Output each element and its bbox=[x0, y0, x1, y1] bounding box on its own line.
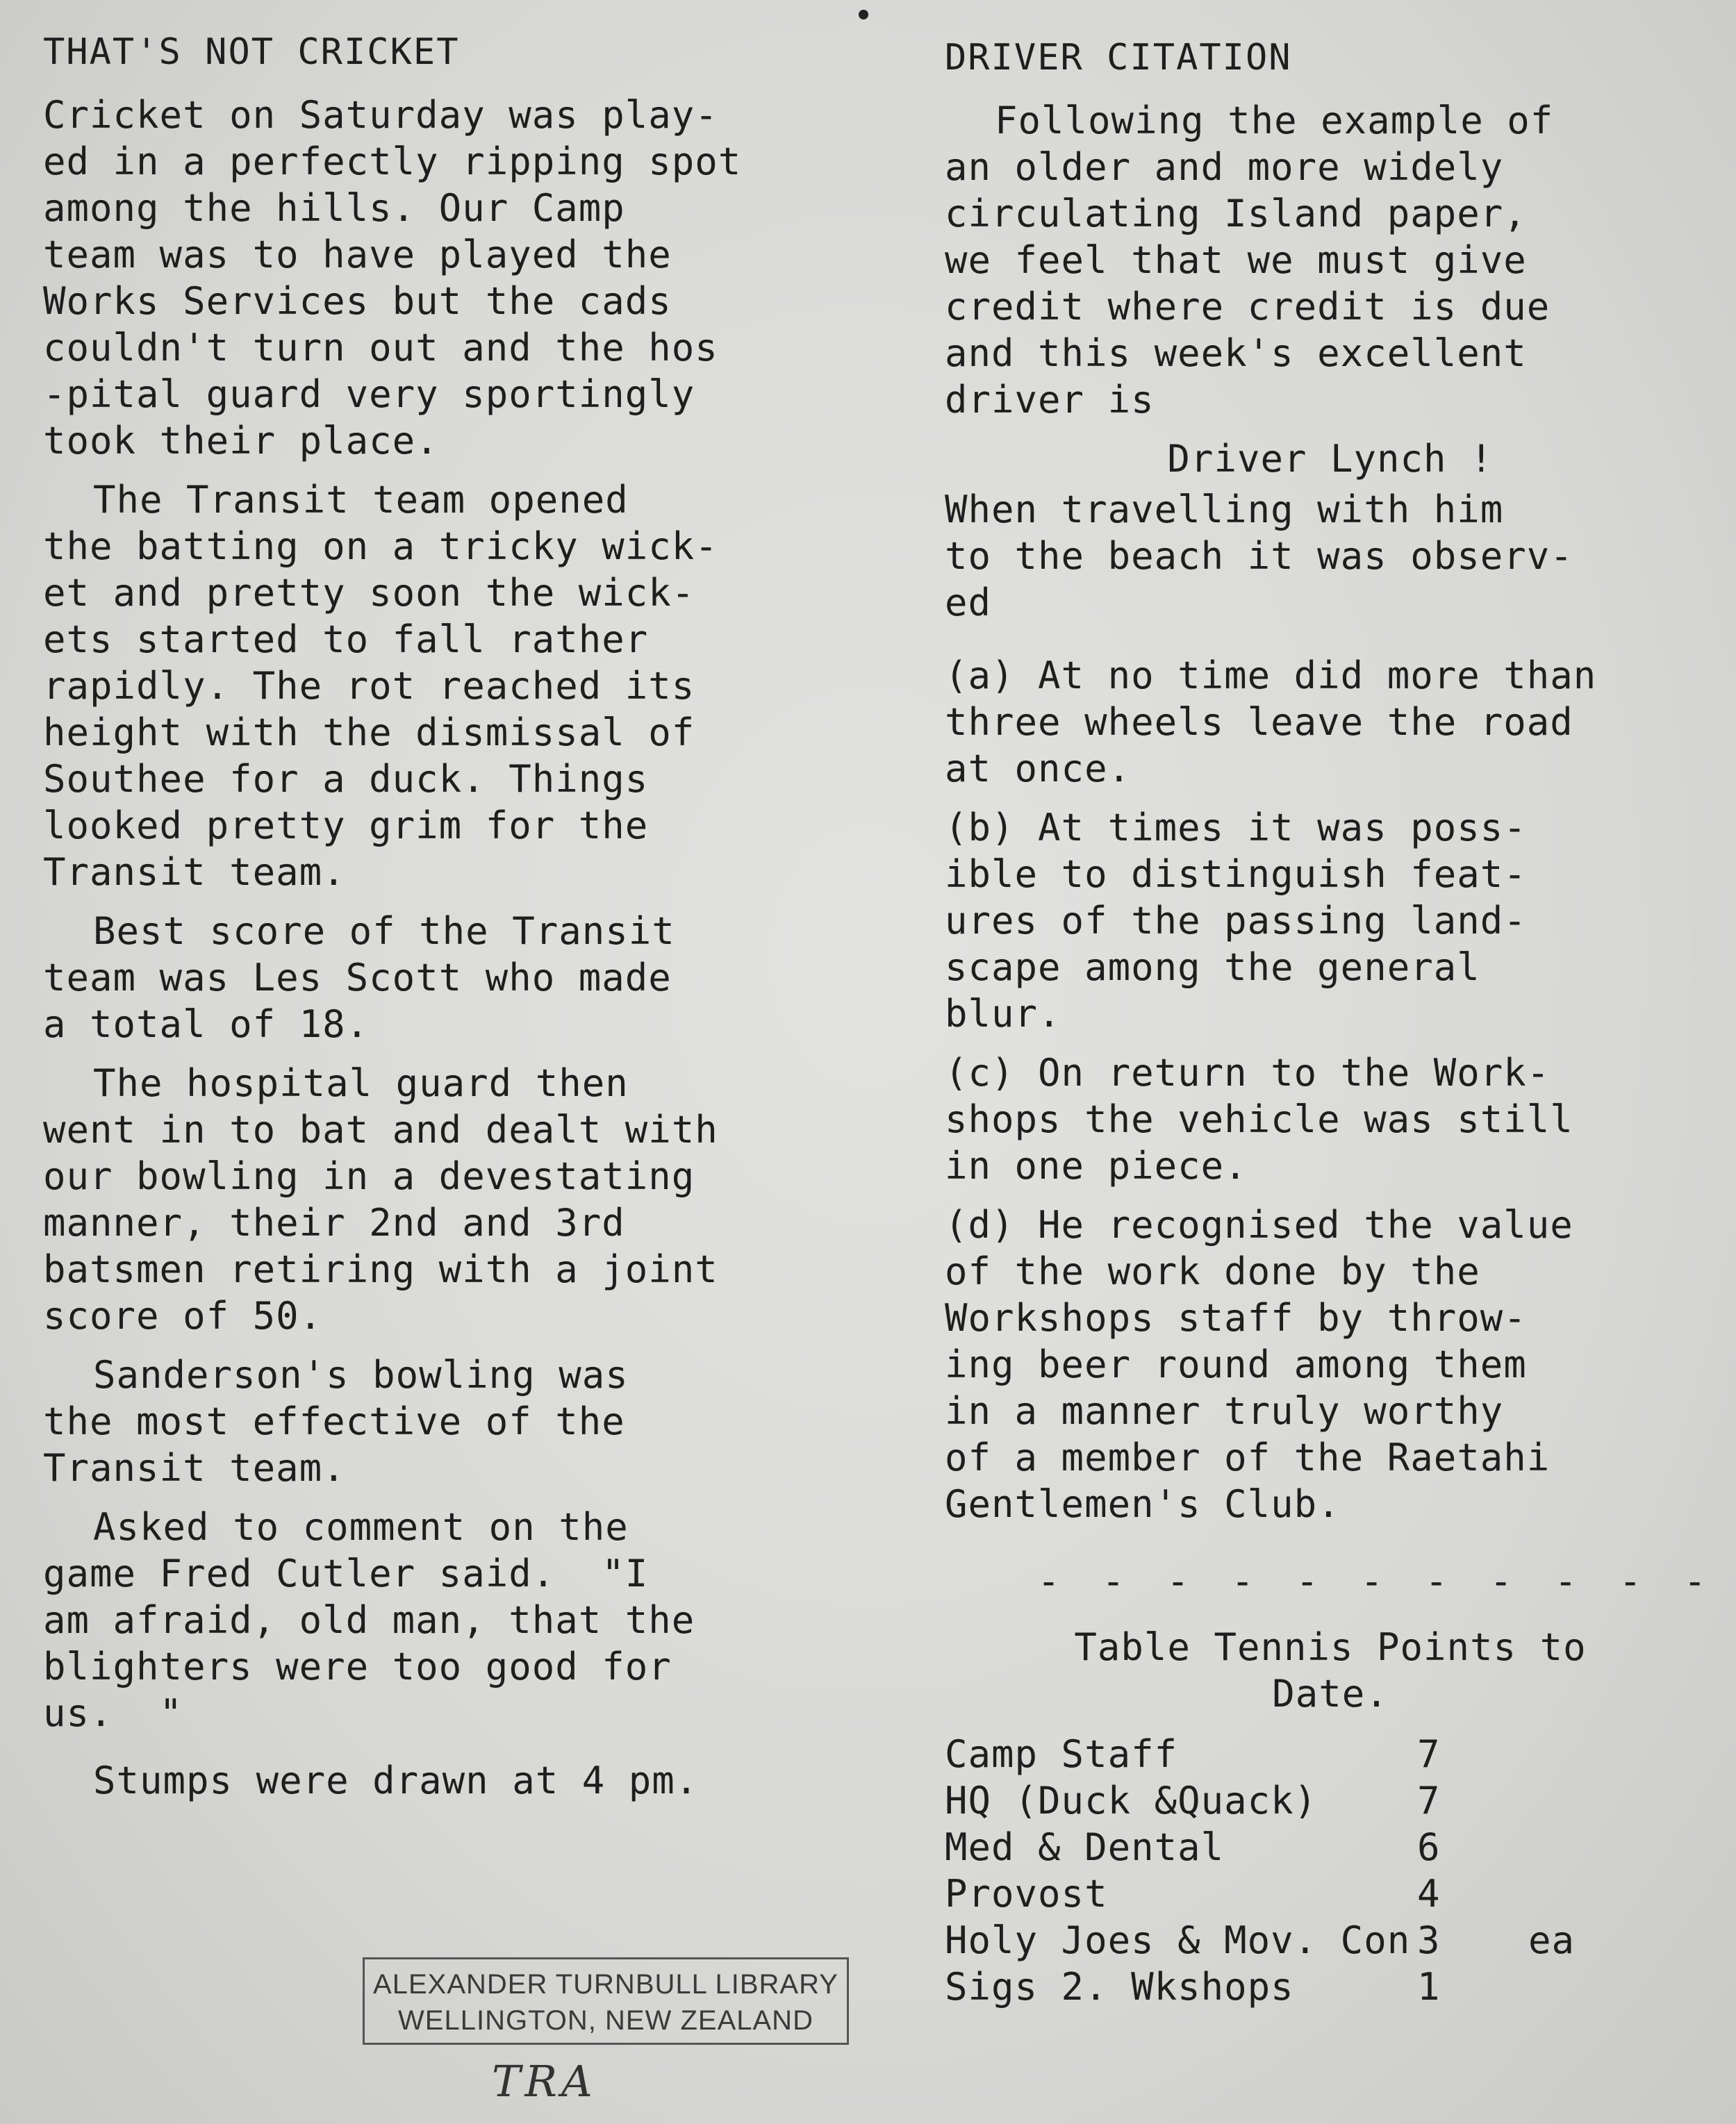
cricket-paragraph-2: The Transit team opened the batting on a tricky wick- et and pretty soon the wick- ets started to fall rather rapidly. The rot reached its height with the dismissal of Southee for a duck. Things looked pretty grim for the Transit team. bbox=[43, 478, 718, 894]
citation-item-c: (c) On return to the Work- shops the vehicle was still in one piece. bbox=[945, 1051, 1573, 1188]
driver-headline: DRIVER CITATION bbox=[945, 37, 1292, 78]
table-row: Sigs 2. Wkshops 1 bbox=[945, 1965, 1441, 2009]
right-column bbox=[945, 33, 1716, 2010]
cricket-paragraph-5: Sanderson's bowling was the most effective of the Transit team. bbox=[43, 1353, 629, 1490]
table-row: Holy Joes & Mov. Con 3 ea bbox=[945, 1918, 1576, 1962]
handwritten-initials: TRA bbox=[492, 2056, 597, 2107]
cricket-headline: THAT'S NOT CRICKET bbox=[43, 31, 460, 73]
citation-item-a: (a) At no time did more than three wheels leave the road at once. bbox=[945, 654, 1597, 790]
ink-dot bbox=[859, 10, 868, 19]
table-row: Provost 4 bbox=[945, 1872, 1441, 1916]
cricket-paragraph-6: Asked to comment on the game Fred Cutler said. "I am afraid, old man, that the blighters were too good for us. " bbox=[43, 1505, 695, 1735]
driver-name: Driver Lynch ! bbox=[1167, 437, 1494, 481]
table-row: HQ (Duck &Quack) 7 bbox=[945, 1779, 1441, 1823]
cricket-paragraph-3: Best score of the Transit team was Les Scott who made a total of 18. bbox=[43, 909, 675, 1046]
section-divider: - - - - - - - - - - - bbox=[1037, 1559, 1716, 1603]
driver-intro: Following the example of an older and more widely circulating Island paper, we feel that we must give credit where credit is due and this week's excellent driver is bbox=[945, 99, 1554, 422]
citation-item-b: (b) At times it was poss- ible to distinguish feat- ures of the passing land- scape among the general blur. bbox=[945, 806, 1527, 1036]
table-tennis-points bbox=[945, 1731, 1612, 2010]
cricket-paragraph-1: Cricket on Saturday was play- ed in a perfectly ripping spot among the hills. Our Camp team was to have played the Works Services but the cads couldn't turn out and the hos -pital guard very sportingly took their place. bbox=[43, 93, 742, 463]
library-stamp: ALEXANDER TURNBULL LIBRARY WELLINGTON, NEW ZEALAND bbox=[363, 1957, 849, 2045]
cricket-paragraph-4: The hospital guard then went in to bat and dealt with our bowling in a devestating manner, their 2nd and 3rd batsmen retiring with a joint score of 50. bbox=[43, 1061, 718, 1338]
table-tennis-title: Table Tennis Points to Date. bbox=[1074, 1625, 1587, 1716]
table-row: Camp Staff 7 bbox=[945, 1732, 1441, 1776]
driver-observed: When travelling with him to the beach it was observ- ed bbox=[945, 488, 1573, 624]
table-row: Med & Dental 6 bbox=[945, 1825, 1441, 1869]
citation-item-d: (d) He recognised the value of the work done by the Workshops staff by throw- ing beer round among them in a manner truly worthy of a member of the Raetahi Gentlemen's Club. bbox=[945, 1203, 1573, 1526]
left-column bbox=[43, 28, 877, 1816]
cricket-paragraph-7: Stumps were drawn at 4 pm. bbox=[93, 1759, 699, 1802]
